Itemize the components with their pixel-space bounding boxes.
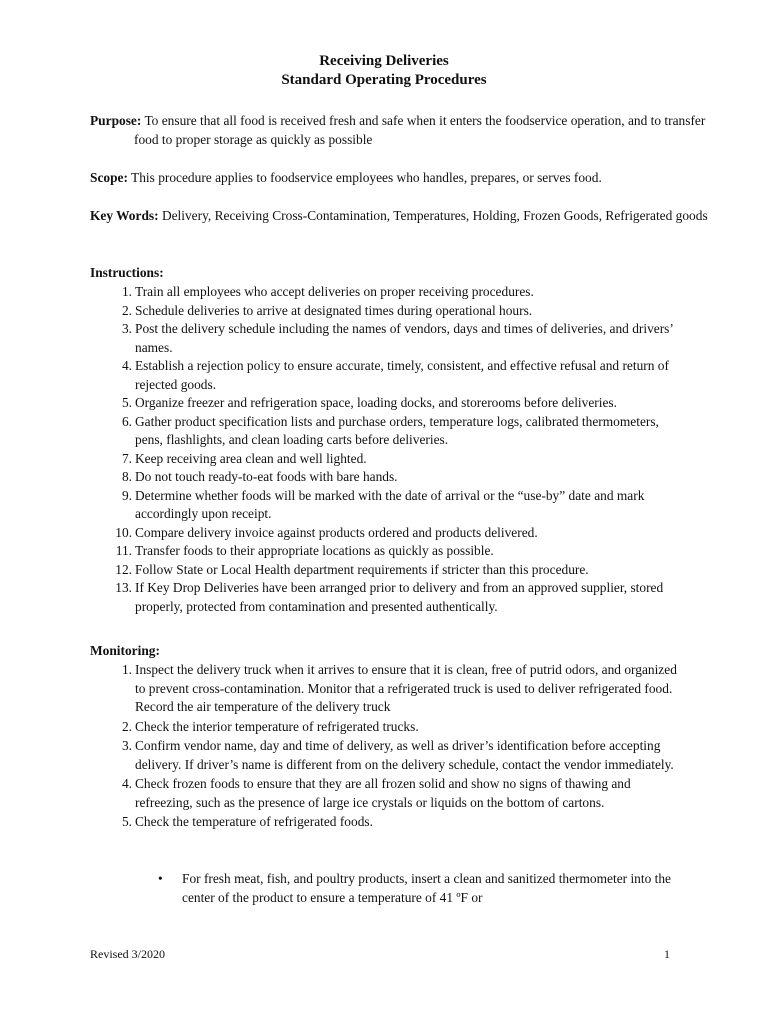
scope-text: This procedure applies to foodservice employees who handles, prepares, or serves food. [131,170,602,185]
instruction-item: 1. Train all employees who accept deliveries on proper receiving procedures. [121,284,534,299]
instruction-item: 5. Organize freezer and refrigeration space, loading docks, and storerooms before deliveries. [121,395,617,410]
instruction-item: 12. Follow State or Local Health department requirements if stricter than this procedure. [115,561,589,577]
instruction-item: 8. Do not touch ready-to-eat foods with bare hands. [121,469,398,484]
instruction-item: 11. Transfer foods to their appropriate locations as quickly as possible. [115,543,494,558]
page-number: 1 [664,947,670,961]
monitoring-bullet-text: For fresh meat, fish, and poultry products, insert a clean and sanitized thermometer into the center of the product to ensure a temperature of 41 ºF or [182,871,671,905]
scope-label: Scope: [90,170,128,185]
monitoring-item: 1. Inspect the delivery truck when it arrives to ensure that it is clean, free of putrid odors, and organized to prevent cross-contamination. Monitor that a refrigerated truck is used to deliver refrigerated food. Record the air temperature of the delivery truck [121,662,677,714]
instruction-item: 7. Keep receiving area clean and well lighted. [121,450,367,466]
monitoring-heading: Monitoring: [90,643,160,658]
monitoring-item: 5. Check the temperature of refrigerated foods. [121,814,373,829]
instructions-list [90,283,686,616]
document-subtitle: Standard Operating Procedures [281,72,487,88]
instructions-heading: Instructions: [90,265,164,280]
purpose-text: To ensure that all food is received fresh and safe when it enters the foodservice operation, and to transfer food to proper storage as quickly as possible [134,113,706,147]
instruction-item: 2. Schedule deliveries to arrive at designated times during operational hours. [121,302,533,318]
monitoring-item: 3. Confirm vendor name, day and time of delivery, as well as driver’s identification before accepting delivery. If driver’s name is different from on the delivery schedule, contact the vendor immediately. [121,738,674,772]
key-words-text: Delivery, Receiving Cross-Contamination, Temperatures, Holding, Frozen Goods, Refrigerated goods [161,208,708,223]
instruction-item: 3. Post the delivery schedule including the names of vendors, days and times of deliveries, and drivers’ names. [121,321,673,355]
instruction-item: 4. Establish a rejection policy to ensure accurate, timely, consistent, and effective refusal and return of rejected goods. [121,358,669,392]
key-words-paragraph [90,207,724,226]
monitoring-item: 2. Check the interior temperature of refrigerated trucks. [121,718,419,734]
footer-revised: Revised 3/2020 [90,947,165,961]
bullet-icon: • [158,871,163,886]
instruction-item: 10. Compare delivery invoice against products ordered and products delivered. [115,524,538,540]
purpose-label: Purpose: [90,113,142,128]
document-title: Receiving Deliveries [319,53,449,69]
monitoring-list [90,661,686,833]
monitoring-item: 4. Check frozen foods to ensure that they are all frozen solid and show no signs of thawing and refreezing, such as the presence of large ice crystals or liquids on the bottom of cartons. [121,776,631,810]
instruction-item: 9. Determine whether foods will be marked with the date of arrival or the “use-by” date and mark accordingly upon receipt. [121,487,645,521]
instruction-item: 13. If Key Drop Deliveries have been arranged prior to delivery and from an approved supplier, stored properly, protected from contamination and presented authentically. [115,580,664,614]
purpose-paragraph [90,112,724,149]
instruction-item: 6. Gather product specification lists and purchase orders, temperature logs, calibrated thermometers, pens, flashlights, and clean loading carts before deliveries. [121,413,659,447]
key-words-label: Key Words: [90,208,159,223]
scope-paragraph [90,169,680,188]
